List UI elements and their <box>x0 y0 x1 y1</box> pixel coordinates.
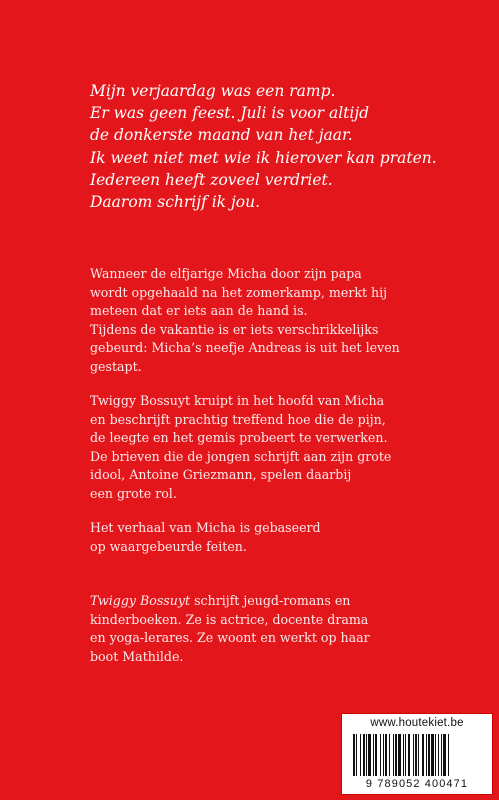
blurb-paragraph-2 <box>90 392 460 504</box>
barcode-bar <box>443 734 446 776</box>
barcode-bar <box>353 734 355 776</box>
author-bio-line: boot Mathilde. <box>90 648 184 664</box>
blurb-line: op waargebeurde feiten. <box>90 538 247 554</box>
barcode-bar <box>405 734 406 776</box>
blurb-paragraph-3 <box>90 519 460 556</box>
barcode-bar <box>408 734 410 776</box>
blurb-line: een grote rol. <box>90 485 177 501</box>
quote-line: Er was geen feest. Juli is voor altijd <box>90 104 370 123</box>
blurb-line: gebeurd: Micha’s neefje Andreas is uit het leven <box>90 340 400 356</box>
barcode-bar <box>431 734 434 776</box>
author-bio-text: schrijft jeugd-romans en <box>190 593 351 608</box>
isbn-number: 9 789052 400471 <box>365 778 469 790</box>
barcode-bar <box>413 734 414 776</box>
blurb-line: Twiggy Bossuyt kruipt in het hoofd van Micha <box>90 393 385 408</box>
quote-line: Iedereen heeft zoveel verdriet. <box>90 170 333 189</box>
barcode-bar <box>435 734 436 776</box>
barcode-bar <box>363 734 365 776</box>
barcode-bar <box>366 734 367 776</box>
blurb-line: wordt opgehaald na het zomerkamp, merkt hij <box>90 284 388 300</box>
barcode-bar <box>428 734 430 776</box>
barcode-bar <box>403 734 404 776</box>
barcode-bar <box>426 734 427 776</box>
blurb-line: Het verhaal van Micha is gebaseerd <box>90 520 321 535</box>
blurb-line: meteen dat er iets aan de hand is. <box>90 303 308 319</box>
quote-line: Daarom schrijf ik jou. <box>90 193 261 212</box>
barcode-bar <box>398 734 401 776</box>
barcode-bar <box>438 734 439 776</box>
blurb-paragraph-1 <box>90 265 460 377</box>
publisher-url: www.houtekiet.be <box>370 717 464 729</box>
barcode-bar <box>389 734 390 776</box>
author-name: Twiggy Bossuyt <box>90 593 191 608</box>
barcode-bar <box>356 734 357 776</box>
blurb-line: Wanneer de elfjarige Micha door zijn papa <box>90 266 362 281</box>
barcode-bar <box>418 734 419 776</box>
barcode-bar <box>393 734 394 776</box>
barcode-box <box>341 713 493 795</box>
barcode-bar <box>368 734 371 776</box>
author-bio <box>90 592 460 666</box>
blurb-line: de leegte en het gemis probeert te verwerken. <box>90 430 388 446</box>
blurb-line: idool, Antoine Griezmann, spelen daarbij <box>90 467 352 483</box>
blurb-line: en beschrijft prachtig treffend hoe die de pijn, <box>90 411 386 427</box>
quote-line: Mijn verjaardag was een ramp. <box>90 82 336 100</box>
barcode-bar <box>375 734 377 776</box>
barcode-bar <box>422 734 424 776</box>
author-bio-line: kinderboeken. Ze is actrice, docente drama <box>90 611 369 627</box>
quote-line: de donkerste maand van het jaar. <box>90 126 353 145</box>
barcode-bar <box>373 734 374 776</box>
barcode-bars <box>350 734 486 778</box>
barcode-bar <box>395 734 397 776</box>
opening-quote <box>90 80 470 213</box>
barcode-bar <box>383 734 384 776</box>
barcode-bar <box>441 734 442 776</box>
barcode-bar <box>448 734 449 776</box>
blurb-line: gestapt. <box>90 358 142 374</box>
blurb-line: De brieven die de jongen schrijft aan zijn grote <box>90 448 392 464</box>
author-bio-line <box>90 592 460 611</box>
barcode-bar <box>385 734 387 776</box>
quote-line: Ik weet niet met wie ik hierover kan praten. <box>90 148 437 167</box>
barcode-bar <box>360 734 361 776</box>
barcode-bar <box>380 734 381 776</box>
barcode-bar <box>415 734 417 776</box>
author-bio-line: en yoga-lerares. Ze woont en werkt op haar <box>90 630 370 646</box>
blurb-line: Tijdens de vakantie is er iets verschrikkelijks <box>90 321 379 337</box>
